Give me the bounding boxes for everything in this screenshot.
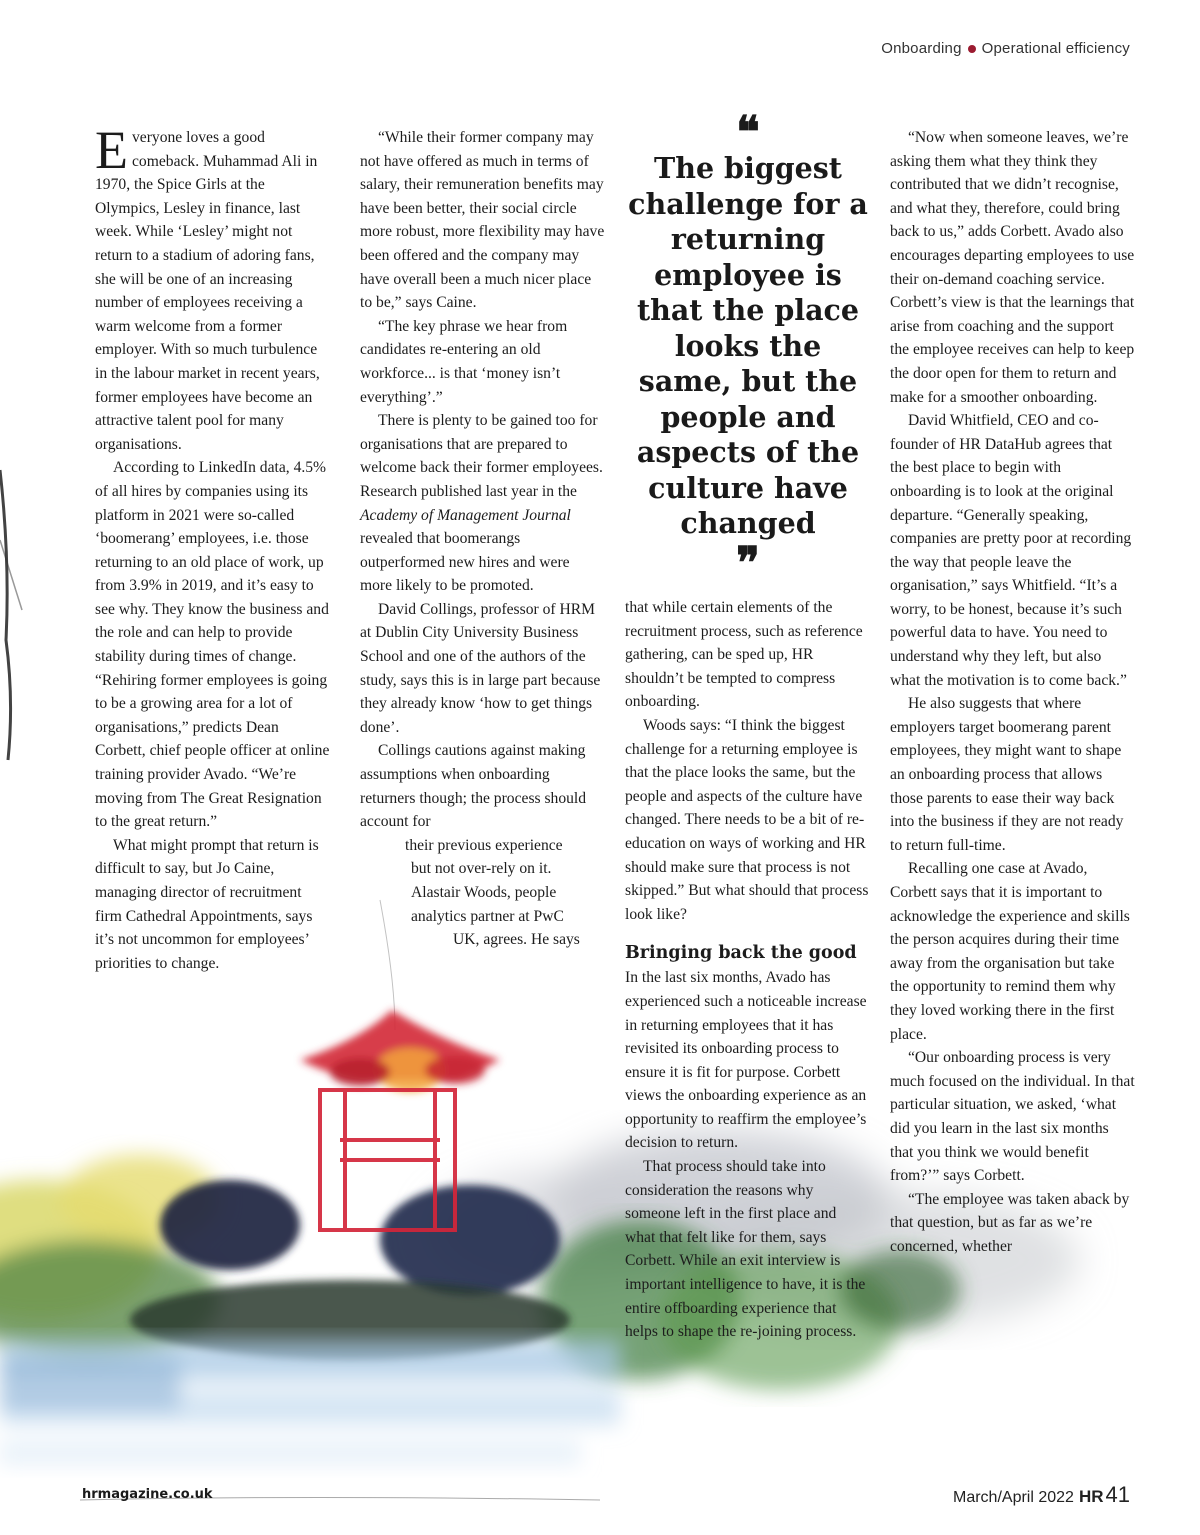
paragraph: That process should take into consideration the reasons why someone left in the first place and what that felt like for them, says Corbett. While an exit interview is important intelligence to have, it is the entire offboarding experience that helps to shape the re-joining process. [625,1158,866,1341]
text-line: UK, agrees. He says [453,931,580,949]
paragraph: “The employee was taken aback by that question, but as far as we’re concerned, whether [890,1190,1130,1255]
article-column-3 [625,596,870,1344]
section-label: Onboarding [881,40,962,57]
paragraph: Collings cautions against making assumptions when onboarding returners though; the process should account for [360,742,587,831]
drop-cap: E [95,120,128,180]
paragraph: In the last six months, Avado has experienced such a noticeable increase in returning employees that it has revisited its onboarding process to ensure it is fit for purpose. Corbett views the onboarding experience as an opportunity to reaffirm the employee’s decision to return. [625,969,867,1152]
paragraph [95,120,330,456]
article-column-4 [890,126,1135,1259]
paragraph-text: There is plenty to be gained too for organisations that are prepared to welcome back their former employees. Research published last year in the [360,412,603,500]
text-line: analytics partner at PwC [411,907,564,925]
pull-quote-text: The biggest challenge for a returning employee is that the place looks the same, but the people and aspects of the culture have changed [628,151,868,540]
article-column-1 [95,120,330,975]
paragraph: He also suggests that where employers target boomerang parent employees, they might want to shape an onboarding process that allows those parents to ease their way back into the business if they are not ready to return full-time. [890,695,1124,854]
close-quote-icon: ❞ [736,537,760,589]
paragraph: “While their former company may not have offered as much in terms of salary, their remuneration benefits may have been better, their social circle more robust, more flexibility may have been offered and the company may have overall been a much nicer place to be,” says Caine. [360,129,605,312]
topic-label: Operational efficiency [981,40,1130,57]
website-link[interactable]: hrmagazine.co.uk [82,1487,213,1502]
paragraph: “Now when someone leaves, we’re asking them what they think they contributed that we didn’t recognise, and what they, therefore, could bring back to us,” adds Corbett. Avado also encourages departing employees to use their on-demand coaching service. Corbett’s view is that the learnings that arise from coaching and the support the employee receives can help to keep the door open for them to return and make for a smoother onboarding. [890,129,1135,406]
magazine-brand: HR [1078,1487,1104,1506]
paragraph: “The key phrase we hear from candidates re-entering an old workforce... is that ‘money isn’t everything’.” [360,317,568,406]
issue-date: March/April 2022 [953,1489,1074,1506]
paragraph: “Our onboarding process is very much focused on the individual. In that particular situation, we asked, ‘what did you learn in the last six months that you think we would benefit from?’” says Corbett. [890,1049,1135,1185]
text-line: their previous experience [405,836,563,854]
indented-text-block [405,834,605,952]
section-subheading: Bringing back the good [625,943,857,964]
paragraph [360,409,605,598]
paragraph: Woods says: “I think the biggest challenge for a returning employee is that the place looks the same, but the people and aspects of the culture have changed. There needs to be a bit of re-education on ways of working and HR should make sure that process is not skipped.” But what should that process look like? [625,716,869,923]
paragraph: that while certain elements of the recruitment process, such as reference gathering, can be sped up, HR shouldn’t be tempted to compress onboarding. [625,599,863,711]
paragraph-text: veryone loves a good comeback. Muhammad Ali in 1970, the Spice Girls at the Olympics, Lesley in finance, last week. While ‘Lesley’ might not return to a stadium of adoring fans, she will be one of an increasing number of employees receiving a warm welcome from a former employer. With so much turbulence in the labour market in recent years, former employees have become an attractive talent pool for many organisations. [95,129,320,453]
section-header [881,40,1130,57]
paragraph: David Whitfield, CEO and co-founder of HR DataHub agrees that the best place to begin with onboarding is to look at the original departure. “Generally speaking, companies are pretty poor at recording the way that people leave the organisation,” says Whitfield. “It’s a worry, to be honest, because it’s such powerful data to have. You need to understand why they left, but also what the motivation is to come back.” [890,412,1132,689]
pull-quote [628,107,868,589]
page-footer [953,1482,1130,1508]
journal-title: Academy of Management Journal [360,506,571,524]
article-column-2 [360,126,605,952]
text-line: Alastair Woods, people [411,884,557,901]
bullet-dot-icon [968,45,976,53]
paragraph: Recalling one case at Avado, Corbett says that it is important to acknowledge the experience and skills the person acquires during their time away from the organisation but take the opportunity to remind them why they loved working there in the first place. [890,860,1130,1043]
text-line: but not over-rely on it. [411,860,552,878]
paragraph: According to LinkedIn data, 4.5% of all hires by companies using its platform in 2021 were so-called ‘boomerang’ employees, i.e. those returning to an old place of work, up from 3.9% in 2019, and it’s easy to see why. They know the business and the role and can help to provide stability during times of change. “Rehiring former employees is going to be a growing area for a lot of organisations,” predicts Dean Corbett, chief people officer at online training provider Avado. “We’re moving from The Great Resignation to the great return.” [95,459,330,831]
open-quote-icon: ❝ [736,107,760,158]
paragraph: What might prompt that return is difficult to say, but Jo Caine, managing director of recruitment firm Cathedral Appointments, says it’s not uncommon for employees’ priorities to change. [95,836,319,972]
page-number: 41 [1105,1482,1130,1507]
paragraph-text: revealed that boomerangs outperformed new hires and were more likely to be promoted. [360,530,570,595]
paragraph: David Collings, professor of HRM at Dublin City University Business School and one of the authors of the study, says this is in large part because they already know ‘how to get things done’. [360,600,601,736]
